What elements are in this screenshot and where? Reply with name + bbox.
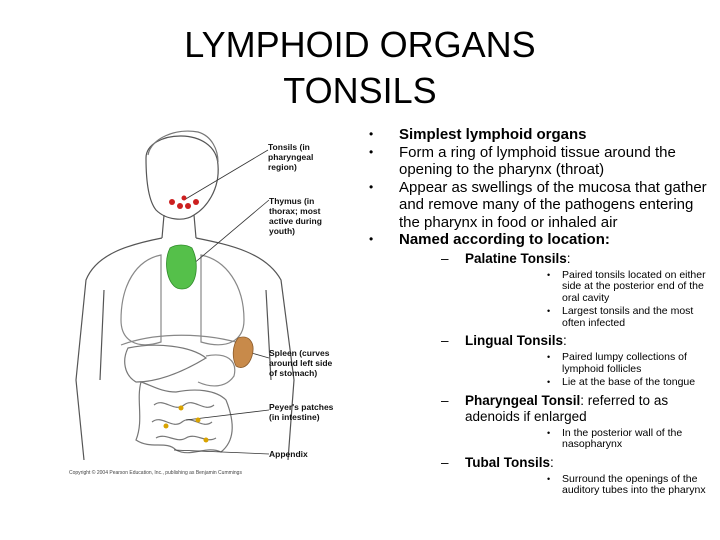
dash-marker: – bbox=[441, 454, 449, 470]
tonsil-type-pharyngeal: – Pharyngeal Tonsil: referred to as adenoids if enlarged • In the posterior wall of the nasopharynx bbox=[399, 393, 711, 451]
bullet-item-4: • Named according to location: – Palatine Tonsils: • Paired tonsils located on either side at the posterior end of the oral cavity • Largest tonsils and the most often infected – Lingual Tonsils: • Paired lumpy collections of lymphoid follicles • Lie at the base of the tongue – Pharyngeal Tonsil: referred to as adenoids if enlarged • In the posterior wall of the nasopharynx – Tubal Tonsils: • Surround the openings of the auditory tubes into the pharynx bbox=[366, 231, 711, 497]
detail-item: • Paired tonsils located on either side at the posterior end of the oral cavity bbox=[547, 268, 706, 304]
title-line-1: LYMPHOID ORGANS bbox=[184, 24, 536, 65]
body-illustration bbox=[66, 120, 396, 480]
tonsil-type-lingual: – Lingual Tonsils: • Paired lumpy collections of lymphoid follicles • Lie at the base of the tongue bbox=[399, 333, 711, 389]
lymphoid-organs-figure bbox=[66, 120, 396, 480]
dash-marker: – bbox=[441, 250, 449, 266]
leader-thymus bbox=[186, 200, 269, 270]
figure-copyright: Copyright © 2004 Pearson Education, Inc., publishing as Benjamin Cummings bbox=[69, 470, 242, 476]
bullet-item-1: • Simplest lymphoid organs bbox=[369, 126, 587, 143]
intestines bbox=[136, 382, 232, 453]
dash-marker: – bbox=[441, 392, 449, 408]
tonsil-type-tubal: – Tubal Tonsils: • Surround the openings of the auditory tubes into the pharynx bbox=[399, 455, 711, 497]
bullet-marker: • bbox=[369, 127, 374, 141]
spleen-label: Spleen (curves around left side of stomach) bbox=[269, 348, 333, 378]
bullet-marker: • bbox=[369, 232, 374, 246]
spleen-shape bbox=[233, 337, 253, 368]
left-lung bbox=[121, 255, 161, 345]
tonsil-dots bbox=[169, 196, 199, 210]
bullet-content bbox=[366, 126, 711, 501]
dash-marker: – bbox=[441, 333, 449, 348]
detail-item: • Lie at the base of the tongue bbox=[547, 376, 696, 388]
detail-item: • Surround the openings of the auditory tubes into the pharynx bbox=[547, 472, 706, 496]
tonsil-types-list bbox=[399, 251, 711, 497]
bullet-marker: • bbox=[369, 144, 374, 159]
detail-item: • In the posterior wall of the nasopharynx bbox=[547, 426, 683, 450]
peyers-label: Peyer's patches (in intestine) bbox=[269, 402, 334, 422]
slide-title bbox=[0, 22, 720, 114]
leader-tonsils bbox=[184, 150, 268, 200]
thymus-label: Thymus (in thorax; most active during youth) bbox=[269, 196, 322, 236]
liver bbox=[125, 345, 206, 382]
bullet-marker: • bbox=[369, 179, 374, 194]
detail-item: • Paired lumpy collections of lymphoid follicles bbox=[547, 351, 687, 375]
bullet-item-3: • Appear as swellings of the mucosa that gather and remove many of the pathogens entering the pharynx in food or inhaled air bbox=[369, 178, 707, 231]
leader-appendix bbox=[174, 450, 269, 454]
appendix-label: Appendix bbox=[269, 449, 308, 459]
detail-item: • Largest tonsils and the most often infected bbox=[547, 305, 694, 329]
thymus-shape bbox=[167, 245, 197, 289]
tonsils-label: Tonsils (in pharyngeal region) bbox=[268, 142, 314, 172]
bullet-item-2: • Form a ring of lymphoid tissue around the opening to the pharynx (throat) bbox=[369, 143, 676, 178]
neck bbox=[162, 215, 196, 238]
right-lung bbox=[201, 255, 244, 345]
title-line-2: TONSILS bbox=[283, 70, 437, 111]
tonsil-type-palatine: – Palatine Tonsils: • Paired tonsils located on either side at the posterior end of the oral cavity • Largest tonsils and the most often infected bbox=[399, 251, 711, 330]
main-bullets bbox=[366, 126, 711, 497]
